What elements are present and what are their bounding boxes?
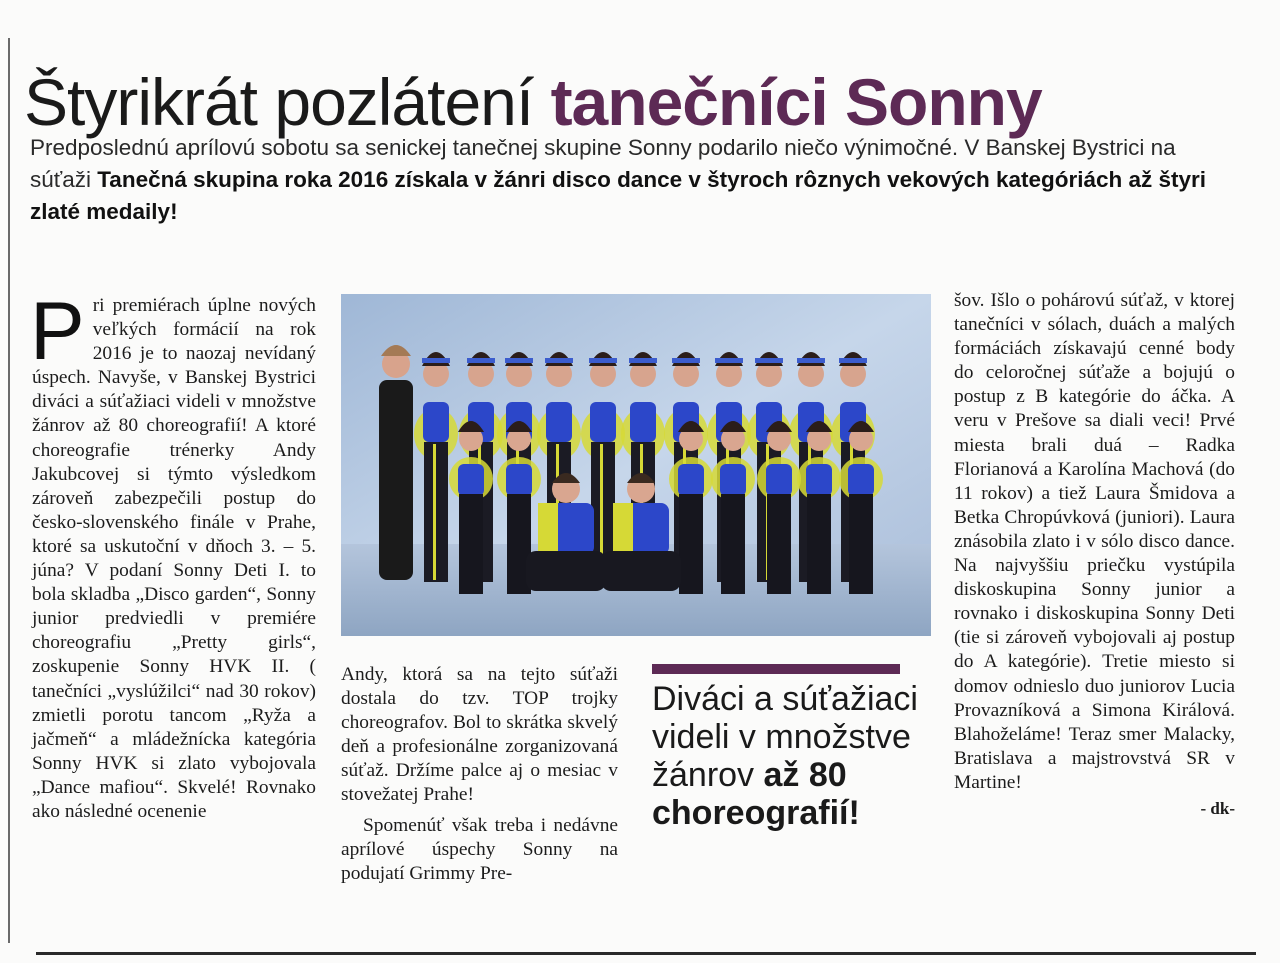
headline-accent: tanečníci Sonny (550, 65, 1042, 140)
lead-bold: Tanečná skupina roka 2016 získala v žánri disco dance v štyroch rôznych vekových kategóriách až štyri zlaté medaily! (30, 167, 1207, 224)
lead-paragraph (30, 132, 1230, 228)
left-column-rule (8, 38, 10, 943)
column-3-text: šov. Išlo o pohárovú súťaž, v ktorej tanečníci v sólach, duách a malých formáciách získavajú cenné body do celoročnej súťaže a bojujú o postup z B kategórie do áčka. A veru v Prešove sa diali veci! Prvé miesta brali duá – Radka Florianová a Karolína Machová (do 11 rokov) a tiež Laura Šmidova a Betka Chropúvková (juniori). Laura znásobila zlato i v sólo disco dance. Na najvyššiu priečku vystúpila diskoskupina Sonny junior a rovnako i diskoskupina Sonny Deti (tie si zároveň vybojovali aj postup do A kategórie). Tretie miesto si domov odnieslo duo juniorov Lucia Provazníková a Simona Királová. Blahoželáme! Teraz smer Malacky, Bratislava a majstrovstvá SR v Martine! (954, 290, 1235, 793)
pullquote-bar (652, 664, 900, 674)
article-column-2 (341, 663, 618, 886)
column-2-paragraph-2: Spomenúť však treba i nedávne aprílové úspechy Sonny na podujatí Grimmy Pre- (341, 814, 618, 884)
author-signature: - dk- (1200, 798, 1235, 818)
column-1-text: ri premiérach úplne nových veľkých formácií na rok 2016 je to naozaj nevídaný úspech. Navyše, v Banskej Bystrici diváci a súťažiaci videli v množstve žánrov až 80 choreografií! A ktoré choreografie trénerky Andy Jakubcovej si týmto výsledkom zároveň zabezpečili postup do česko-slovenského finále v Prahe, ktoré sa uskutoční v dňoch 3. – 5. júna? V podaní Sonny Deti I. to bola skladba „Disco garden“, Sonny junior predviedli v premiére choreografiu „Pretty girls“, zoskupenie Sonny HVK II. ( tanečníci „vyslúžilci“ nad 30 rokov) zmietli porotu tancom „Ryža a jačmeň“ a mládežnícka kategória Sonny HVK si zlato vybojovala „Dance mafiou“. Skvelé! Rovnako ako následné ocenenie (32, 295, 316, 822)
drop-cap: P (30, 286, 85, 377)
pullquote-bold: až 80 choreografií! (652, 756, 860, 832)
lead-plain: Predposlednú aprílovú sobotu sa senickej tanečnej skupine Sonny podarilo niečo výnimočné. V Banskej Bystrici na súťaži (30, 135, 1176, 192)
article-column-3 (954, 289, 1235, 821)
article-column-1 (30, 286, 316, 824)
headline (24, 62, 1042, 142)
column-2-paragraph-1: Andy, ktorá sa na tejto súťaži dostala do tzv. TOP trojky choreografov. Bol to skrátka skvelý deň a profesionálne zorganizovaná súťaž. Držíme palce aj o mesiac v stovežatej Prahe! (341, 664, 618, 806)
dance-group-photo (341, 294, 931, 636)
pullquote-plain: Diváci a súťažiaci videli v množstve žánrov (652, 680, 918, 794)
headline-plain: Štyrikrát pozlátení (24, 65, 534, 140)
pullquote (652, 680, 942, 832)
bottom-rule (36, 952, 1256, 955)
